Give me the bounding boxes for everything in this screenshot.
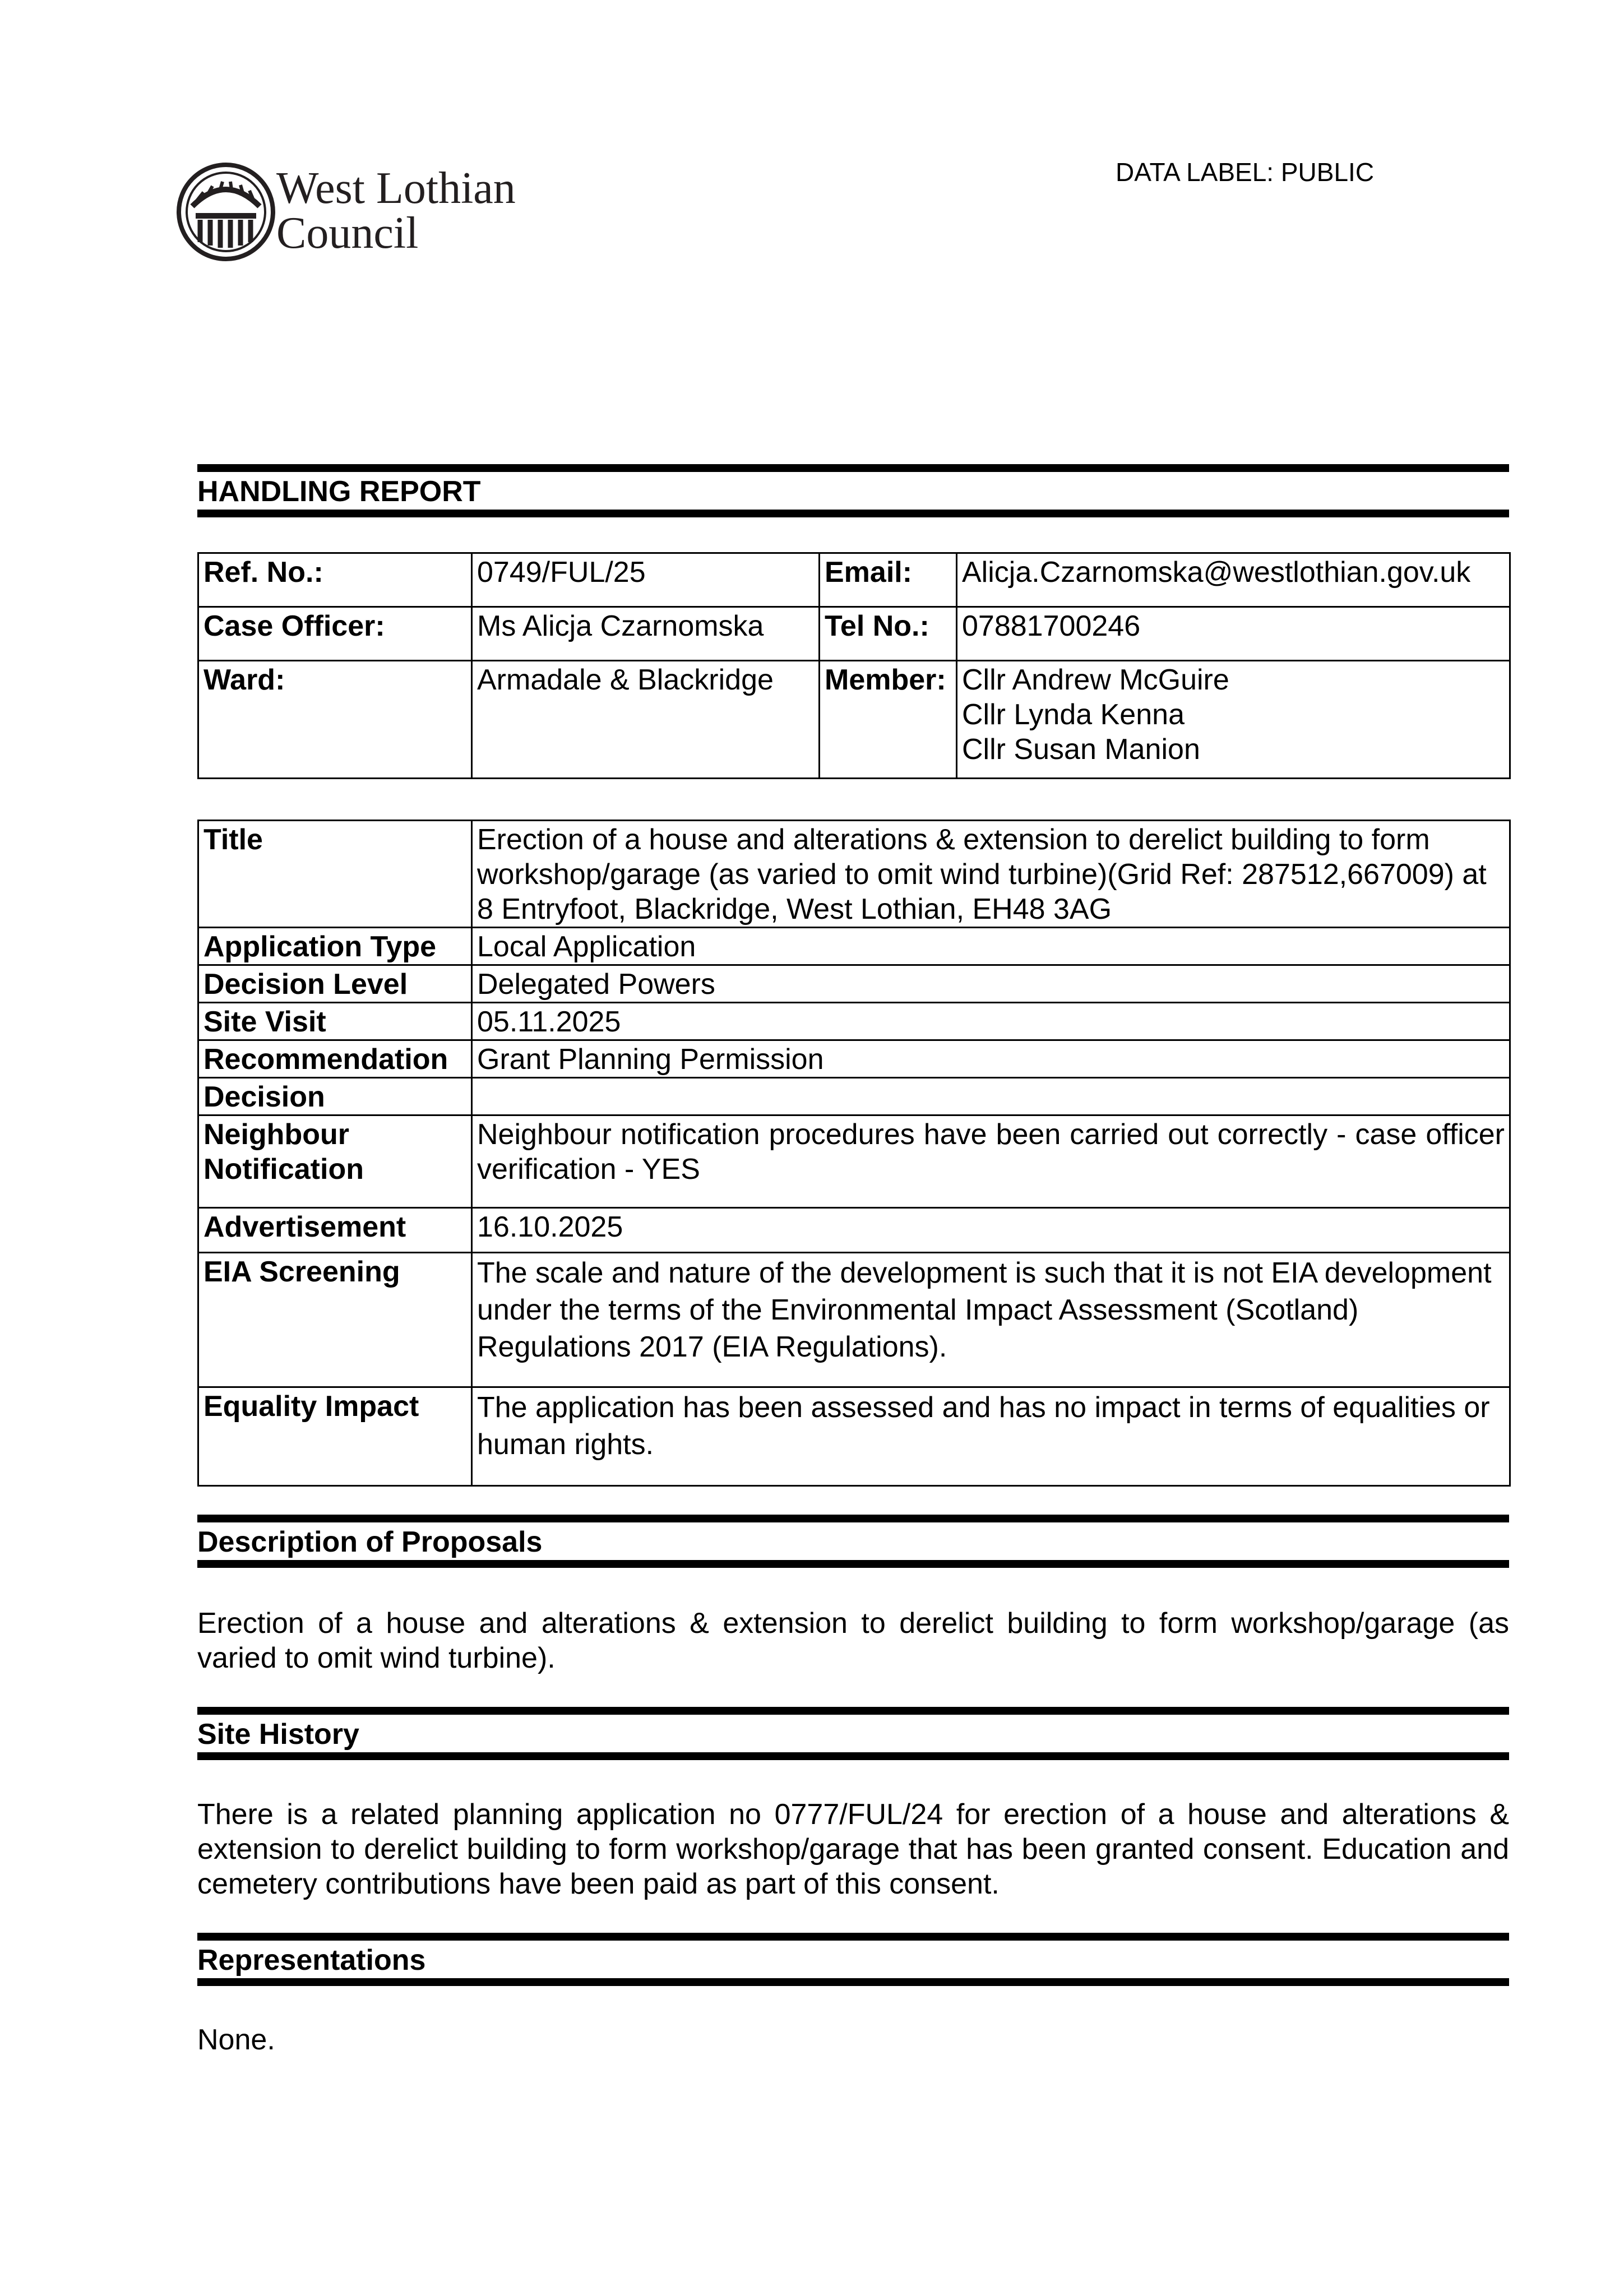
eia-screening-label: EIA Screening <box>198 1253 472 1387</box>
advertisement-value: 16.10.2025 <box>472 1208 1510 1253</box>
site-visit-label: Site Visit <box>198 1003 472 1040</box>
tel-value: 07881700246 <box>957 607 1510 661</box>
logo-line-2: Council <box>276 209 419 258</box>
decision-level-value: Delegated Powers <box>472 965 1510 1003</box>
data-label: DATA LABEL: PUBLIC <box>1116 158 1375 187</box>
application-type-value: Local Application <box>472 928 1510 965</box>
proposals-heading: Description of Proposals <box>197 1515 1509 1568</box>
neighbour-notification-label: Neighbour Notification <box>198 1115 472 1208</box>
title-value: Erection of a house and alterations & extension to derelict building to form workshop/garage (as varied to omit wind turbine)(Grid Ref: 287512,667009) at 8 Entryfoot, Blackridge, West Lothian, EH48 3AG <box>472 821 1510 928</box>
ref-value: 0749/FUL/25 <box>472 553 820 607</box>
email-label: Email: <box>820 553 957 607</box>
ref-label: Ref. No.: <box>198 553 472 607</box>
contact-table <box>197 552 1511 779</box>
site-history-heading: Site History <box>197 1707 1509 1760</box>
tel-label: Tel No.: <box>820 607 957 661</box>
neighbour-notification-value: Neighbour notification procedures have been carried out correctly - case officer verification - YES <box>472 1115 1510 1208</box>
recommendation-label: Recommendation <box>198 1040 472 1078</box>
handling-report-heading: HANDLING REPORT <box>197 464 1509 517</box>
site-history-text: There is a related planning application no 0777/FUL/24 for erection of a house and alterations & extension to derelict building to form workshop/garage that has been granted consent. Education and cemetery contributions have been paid as part of this consent. <box>197 1798 1509 1900</box>
council-crest-icon <box>175 161 276 262</box>
equality-impact-value: The application has been assessed and has no impact in terms of equalities or human rights. <box>472 1387 1510 1486</box>
decision-label: Decision <box>198 1078 472 1115</box>
member-label: Member: <box>820 661 957 779</box>
council-logo <box>175 161 557 274</box>
eia-screening-value: The scale and nature of the development is such that it is not EIA development under the terms of the Environmental Impact Assessment (Scotland) Regulations 2017 (EIA Regulations). <box>472 1253 1510 1387</box>
representations-text: None. <box>197 2024 275 2056</box>
member-name: Cllr Susan Manion <box>962 733 1200 766</box>
proposals-text: Erection of a house and alterations & extension to derelict building to form workshop/garage (as varied to omit wind turbine). <box>197 1607 1509 1674</box>
decision-level-label: Decision Level <box>198 965 472 1003</box>
ward-label: Ward: <box>198 661 472 779</box>
equality-impact-label: Equality Impact <box>198 1387 472 1486</box>
title-label: Title <box>198 821 472 928</box>
member-name: Cllr Andrew McGuire <box>962 664 1229 696</box>
member-name: Cllr Lynda Kenna <box>962 698 1185 731</box>
logo-wordmark <box>276 166 516 256</box>
advertisement-label: Advertisement <box>198 1208 472 1253</box>
email-value[interactable]: Alicja.Czarnomska@westlothian.gov.uk <box>957 553 1510 607</box>
ward-value: Armadale & Blackridge <box>472 661 820 779</box>
logo-line-1: West Lothian <box>276 164 516 213</box>
application-type-label: Application Type <box>198 928 472 965</box>
representations-heading: Representations <box>197 1933 1509 1986</box>
case-officer-label: Case Officer: <box>198 607 472 661</box>
case-officer-value: Ms Alicja Czarnomska <box>472 607 820 661</box>
member-list <box>957 661 1510 779</box>
decision-value <box>472 1078 1510 1115</box>
details-table <box>197 820 1511 1487</box>
recommendation-value: Grant Planning Permission <box>472 1040 1510 1078</box>
site-visit-value: 05.11.2025 <box>472 1003 1510 1040</box>
